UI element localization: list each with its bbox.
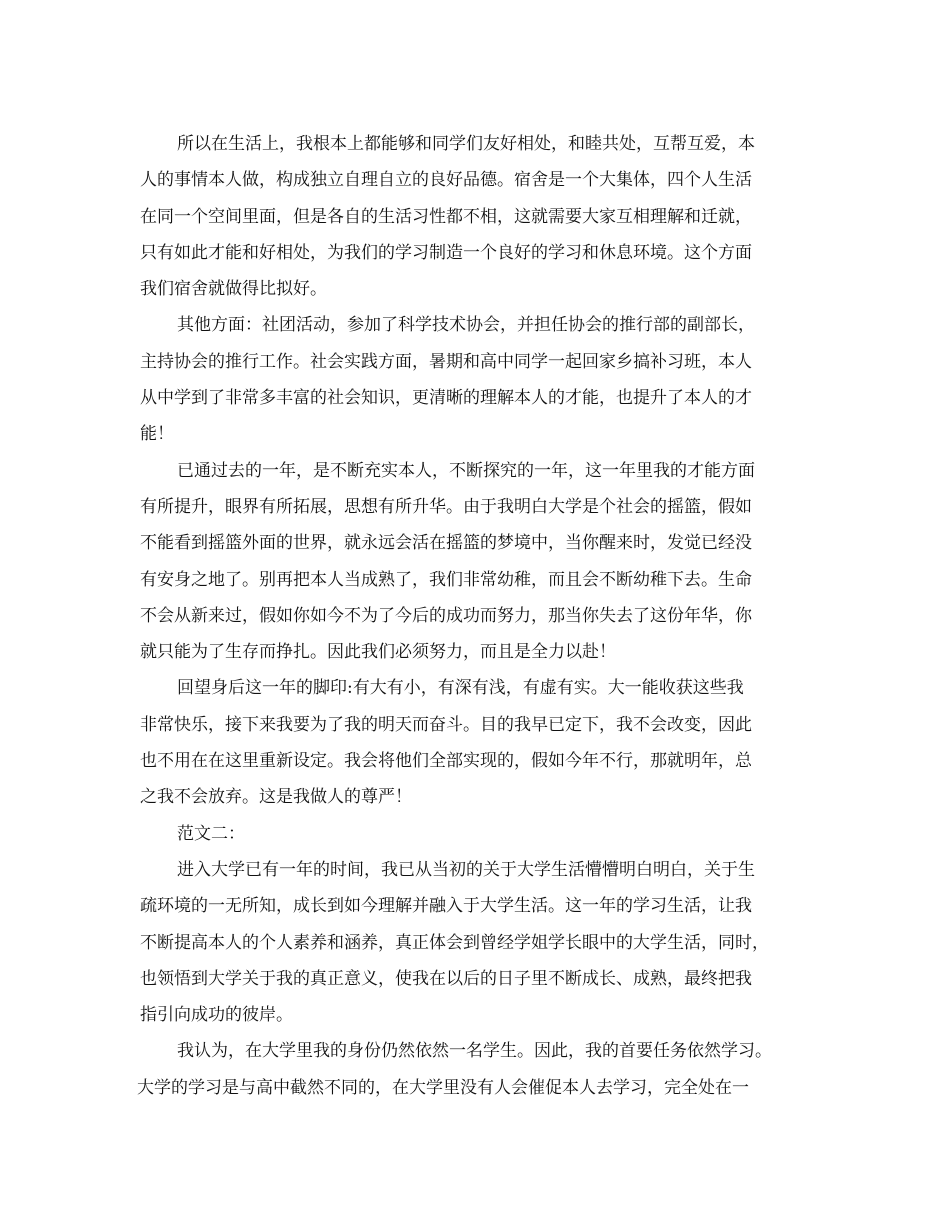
text-line: 就只能为了生存而挣扎。因此我们必须努力，而且是全力以赴！: [140, 642, 616, 663]
text-line: 不断提高本人的个人素养和涵养，真正体会到曾经学姐学长眼中的大学生活，同时，: [140, 932, 769, 953]
text-line: 有所提升，眼界有所拓展，思想有所升华。由于我明白大学是个社会的摇篮，假如: [140, 496, 752, 517]
text-line: 能！: [140, 424, 174, 445]
text-line: 大学的学习是与高中截然不同的，在大学里没有人会催促本人去学习，完全处在一: [137, 1077, 749, 1098]
text-line: 所以在生活上，我根本上都能够和同学们友好相处，和睦共处，互帮互爱，本: [177, 134, 755, 154]
text-line: 在同一个空间里面，但是各自的生活习性都不相，这就需要大家互相理解和迁就，: [140, 206, 752, 227]
text-line: 只有如此才能和好相处，为我们的学习制造一个良好的学习和休息环境。这个方面: [140, 242, 752, 263]
text-line: 主持协会的推行工作。社会实践方面，暑期和高中同学一起回家乡搞补习班，本人: [140, 351, 752, 372]
text-line: 之我不会放弃。这是我做人的尊严！: [140, 787, 412, 808]
text-line: 非常快乐，接下来我要为了我的明天而奋斗。目的我早已定下，我不会改变，因此: [140, 714, 752, 735]
text-line: 我认为，在大学里我的身份仍然依然一名学生。因此，我的首要任务依然学习。: [177, 1041, 772, 1062]
text-line: 回望身后这一年的脚印:有大有小，有深有浅，有虚有实。大一能收获这些我: [177, 678, 744, 699]
text-line: 进入大学已有一年的时间，我已从当初的关于大学生活懵懵明白明白，关于生: [177, 859, 755, 880]
text-line: 已通过去的一年，是不断充实本人，不断探究的一年，这一年里我的才能方面: [177, 460, 755, 481]
document-body: [137, 126, 830, 1106]
text-line: 不会从新来过，假如你如今不为了今后的成功而努力，那当你失去了这份年华，你: [140, 605, 752, 626]
text-line: 我们宿舍就做得比拟好。: [140, 279, 327, 300]
text-line: 有安身之地了。别再把本人当成熟了，我们非常幼稚，而且会不断幼稚下去。生命: [140, 569, 752, 590]
text-line: 指引向成功的彼岸。: [140, 1005, 293, 1026]
text-line: 其他方面：社团活动，参加了科学技术协会，并担任协会的推行部的副部长，: [177, 315, 755, 336]
text-line: 人的事情本人做，构成独立自理自立的良好品德。宿舍是一个大集体，四个人生活: [140, 170, 752, 191]
text-line: 疏环境的一无所知，成长到如今理解并融入于大学生活。这一年的学习生活，让我: [140, 896, 752, 917]
text-line: 也不用在在这里重新设定。我会将他们全部实现的，假如今年不行，那就明年，总: [140, 751, 752, 772]
text-line: 从中学到了非常多丰富的社会知识，更清晰的理解本人的才能，也提升了本人的才: [140, 388, 752, 409]
text-line: 不能看到摇篮外面的世界，就永远会活在摇篮的梦境中，当你醒来时，发觉已经没: [140, 533, 752, 554]
section-heading: 范文二：: [177, 823, 245, 844]
text-line: 也领悟到大学关于我的真正意义，使我在以后的日子里不断成长、成熟，最终把我: [140, 968, 752, 989]
